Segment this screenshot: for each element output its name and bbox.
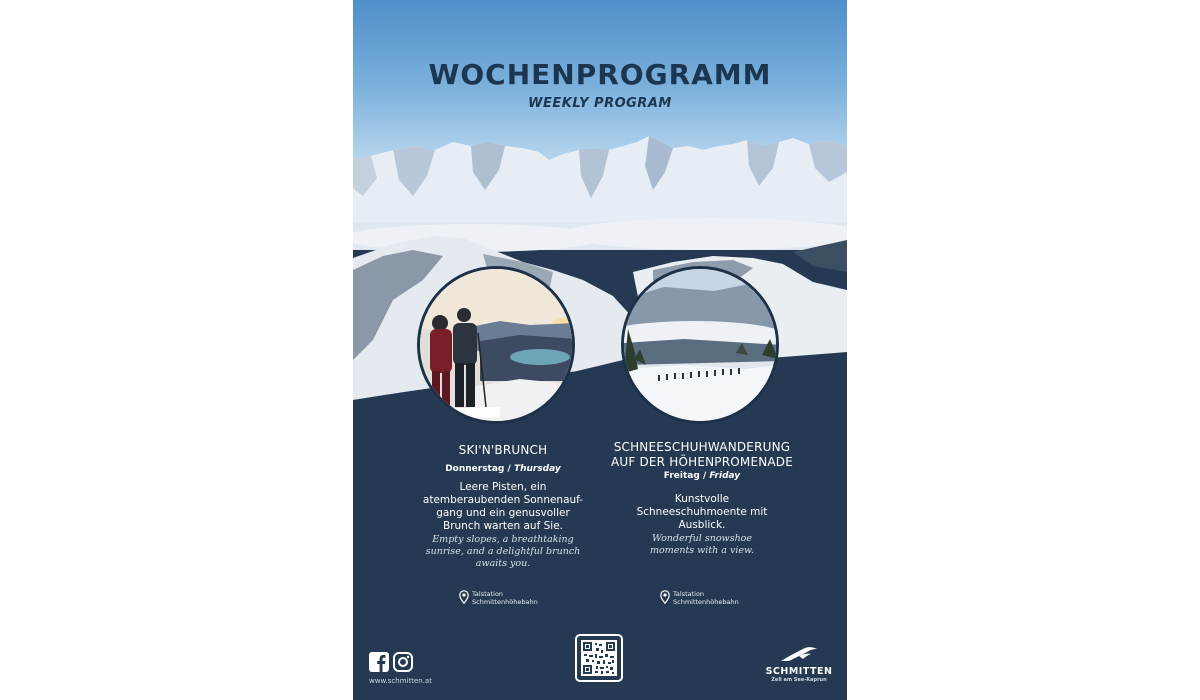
event-day-de: Freitag / — [663, 471, 707, 481]
event-description-de: Kunstvolle Schneeschuhmoente mit Ausblick. — [636, 493, 768, 531]
brand-name: SCHMITTEN — [765, 666, 833, 677]
website-url[interactable]: www.schmitten.at — [369, 677, 432, 685]
location-pin-icon — [660, 590, 670, 604]
poster-title: WOCHENPROGRAMM — [428, 58, 772, 91]
social-links — [369, 652, 413, 672]
snowshoe-photo — [621, 266, 779, 424]
skiers-sunrise-image — [420, 269, 575, 424]
poster-subtitle: WEEKLY PROGRAM — [528, 96, 672, 111]
location-pin-icon — [459, 590, 469, 604]
location-line2: Schmittenhöhebahn — [673, 598, 739, 606]
facebook-icon[interactable] — [369, 652, 389, 672]
event-skinbrunch — [403, 443, 603, 570]
event-day-en: Friday — [709, 471, 741, 481]
event-title: SKI'N'BRUNCH — [458, 443, 548, 457]
instagram-icon[interactable] — [393, 652, 413, 672]
mountain-logo-icon — [779, 646, 819, 662]
event-location — [660, 590, 739, 606]
skinbrunch-photo — [417, 266, 575, 424]
location-line2: Schmittenhöhebahn — [472, 598, 538, 606]
event-description-en: Wonderful snowshoe moments with a view. — [649, 533, 755, 556]
qr-code — [575, 634, 623, 682]
snowshoe-hike-image — [624, 269, 779, 424]
event-snowshoe-hike — [602, 440, 802, 557]
brand-tagline: Zell am See-Kaprun — [771, 677, 827, 683]
schmitten-logo — [759, 646, 839, 683]
location-line1: Talstation — [472, 590, 504, 598]
weekly-program-poster — [353, 0, 847, 700]
qr-code-pattern — [577, 636, 621, 680]
event-description-de: Leere Pisten, ein atemberaubenden Sonnenauf-gang und ein genusvoller Brunch warten auf Sie. — [422, 481, 584, 532]
event-title-line2: AUF DER HÖHENPROMENADE — [610, 455, 794, 469]
location-line1: Talstation — [673, 590, 705, 598]
event-title-line1: SCHNEESCHUHWANDERUNG — [613, 440, 791, 454]
event-day — [602, 471, 802, 481]
event-location — [459, 590, 538, 606]
event-day-de: Donnerstag / — [445, 464, 511, 474]
event-day — [403, 464, 603, 474]
event-day-en: Thursday — [513, 464, 561, 474]
event-description-en: Empty slopes, a breathtaking sunrise, and a delightful brunch awaits you. — [425, 534, 581, 569]
